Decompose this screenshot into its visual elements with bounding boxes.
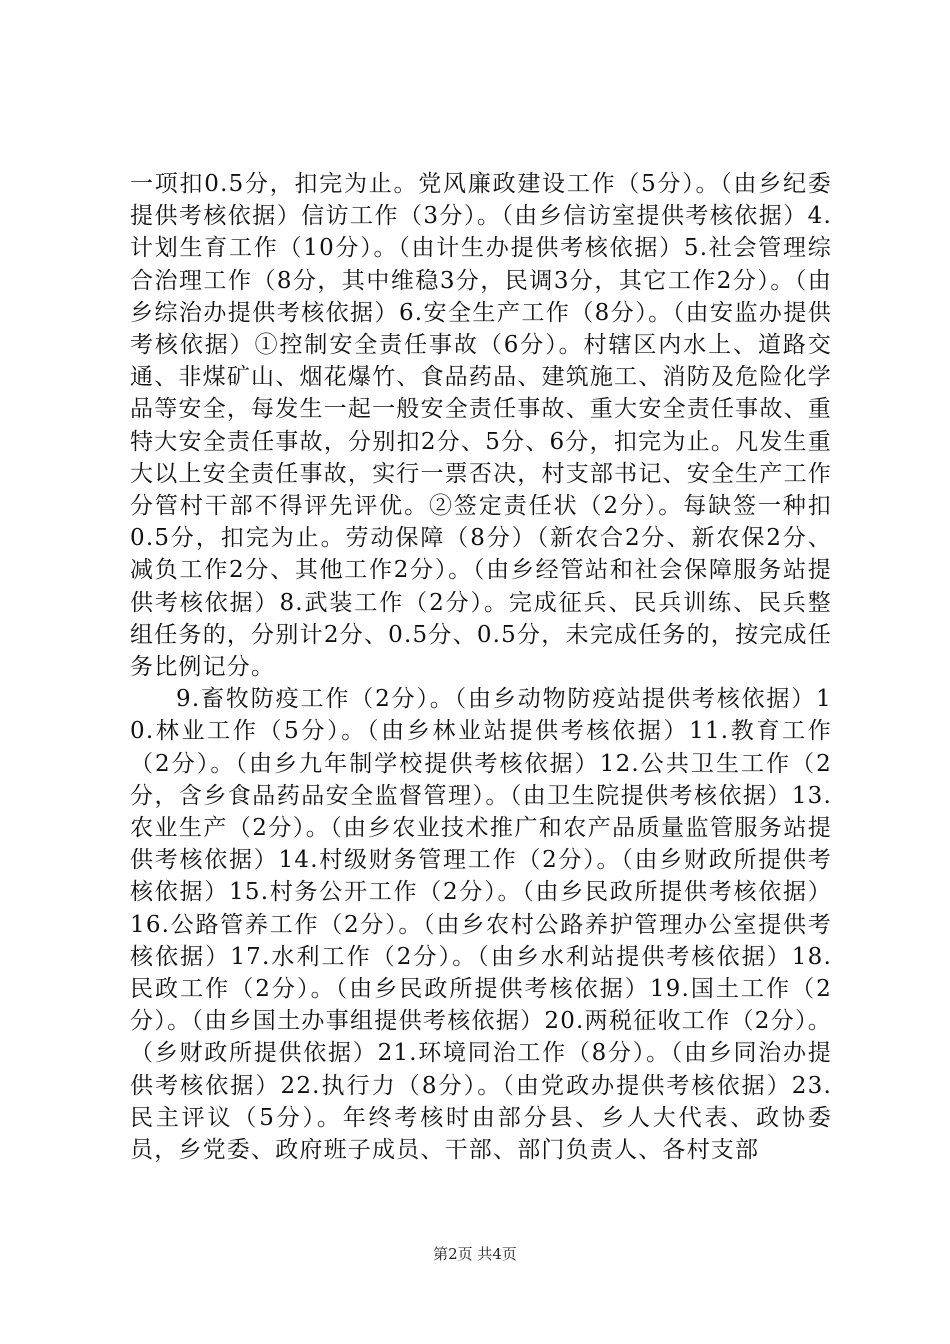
page-footer: 第2页 共4页: [433, 1245, 517, 1263]
paragraph-2: 9.畜牧防疫工作（2分）。（由乡动物防疫站提供考核依据）10.林业工作（5分）。（由乡林业站提供考核依据）11.教育工作（2分）。（由乡九年制学校提供考核依据）12.公共卫生工作（2分，含乡食品药品安全监督管理）。（由卫生院提供考核依据）13.农业生产（2分）。（由乡农业技术推广和农产品质量监管服务站提供考核依据）14.村级财务管理工作（2分）。（由乡财政所提供考核依据）15.村务公开工作（2分）。（由乡民政所提供考核依据）16.公路管养工作（2分）。（由乡农村公路养护管理办公室提供考核依据）17.水利工作（2分）。（由乡水利站提供考核依据）18.民政工作（2分）。（由乡民政所提供考核依据）19.国土工作（2分）。（由乡国土办事组提供考核依据）20.两税征收工作（2分）。（乡财政所提供依据）21.环境同治工作（8分）。（由乡同治办提供考核依据）22.执行力（8分）。（由党政办提供考核依据）23.民主评议（5分）。年终考核时由部分县、乡人大代表、政协委员，乡党委、政府班子成员、干部、部门负责人、各村支部: [130, 686, 832, 1164]
paragraph-1: 一项扣0.5分，扣完为止。党风廉政建设工作（5分）。（由乡纪委提供考核依据）信访工作（3分）。（由乡信访室提供考核依据）4.计划生育工作（10分）。（由计生办提供考核依据）5.社会管理综合治理工作（8分，其中维稳3分，民调3分，其它工作2分）。（由乡综治办提供考核依据）6.安全生产工作（8分）。（由安监办提供考核依据）①控制安全责任事故（6分）。村辖区内水上、道路交通、非煤矿山、烟花爆竹、食品药品、建筑施工、消防及危险化学品等安全，每发生一起一般安全责任事故、重大安全责任事故、重特大安全责任事故，分别扣2分、5分、6分，扣完为止。凡发生重大以上安全责任事故，实行一票否决，村支部书记、安全生产工作分管村干部不得评先评优。②签定责任状（2分）。每缺签一种扣0.5分，扣完为止。劳动保障（8分）（新农合2分、新农保2分、减负工作2分、其他工作2分）。（由乡经管站和社会保障服务站提供考核依据）8.武装工作（2分）。完成征兵、民兵训练、民兵整组任务的，分别计2分、0.5分、0.5分，未完成任务的，按完成任务比例记分。: [130, 171, 832, 681]
document-body: [130, 168, 832, 1166]
